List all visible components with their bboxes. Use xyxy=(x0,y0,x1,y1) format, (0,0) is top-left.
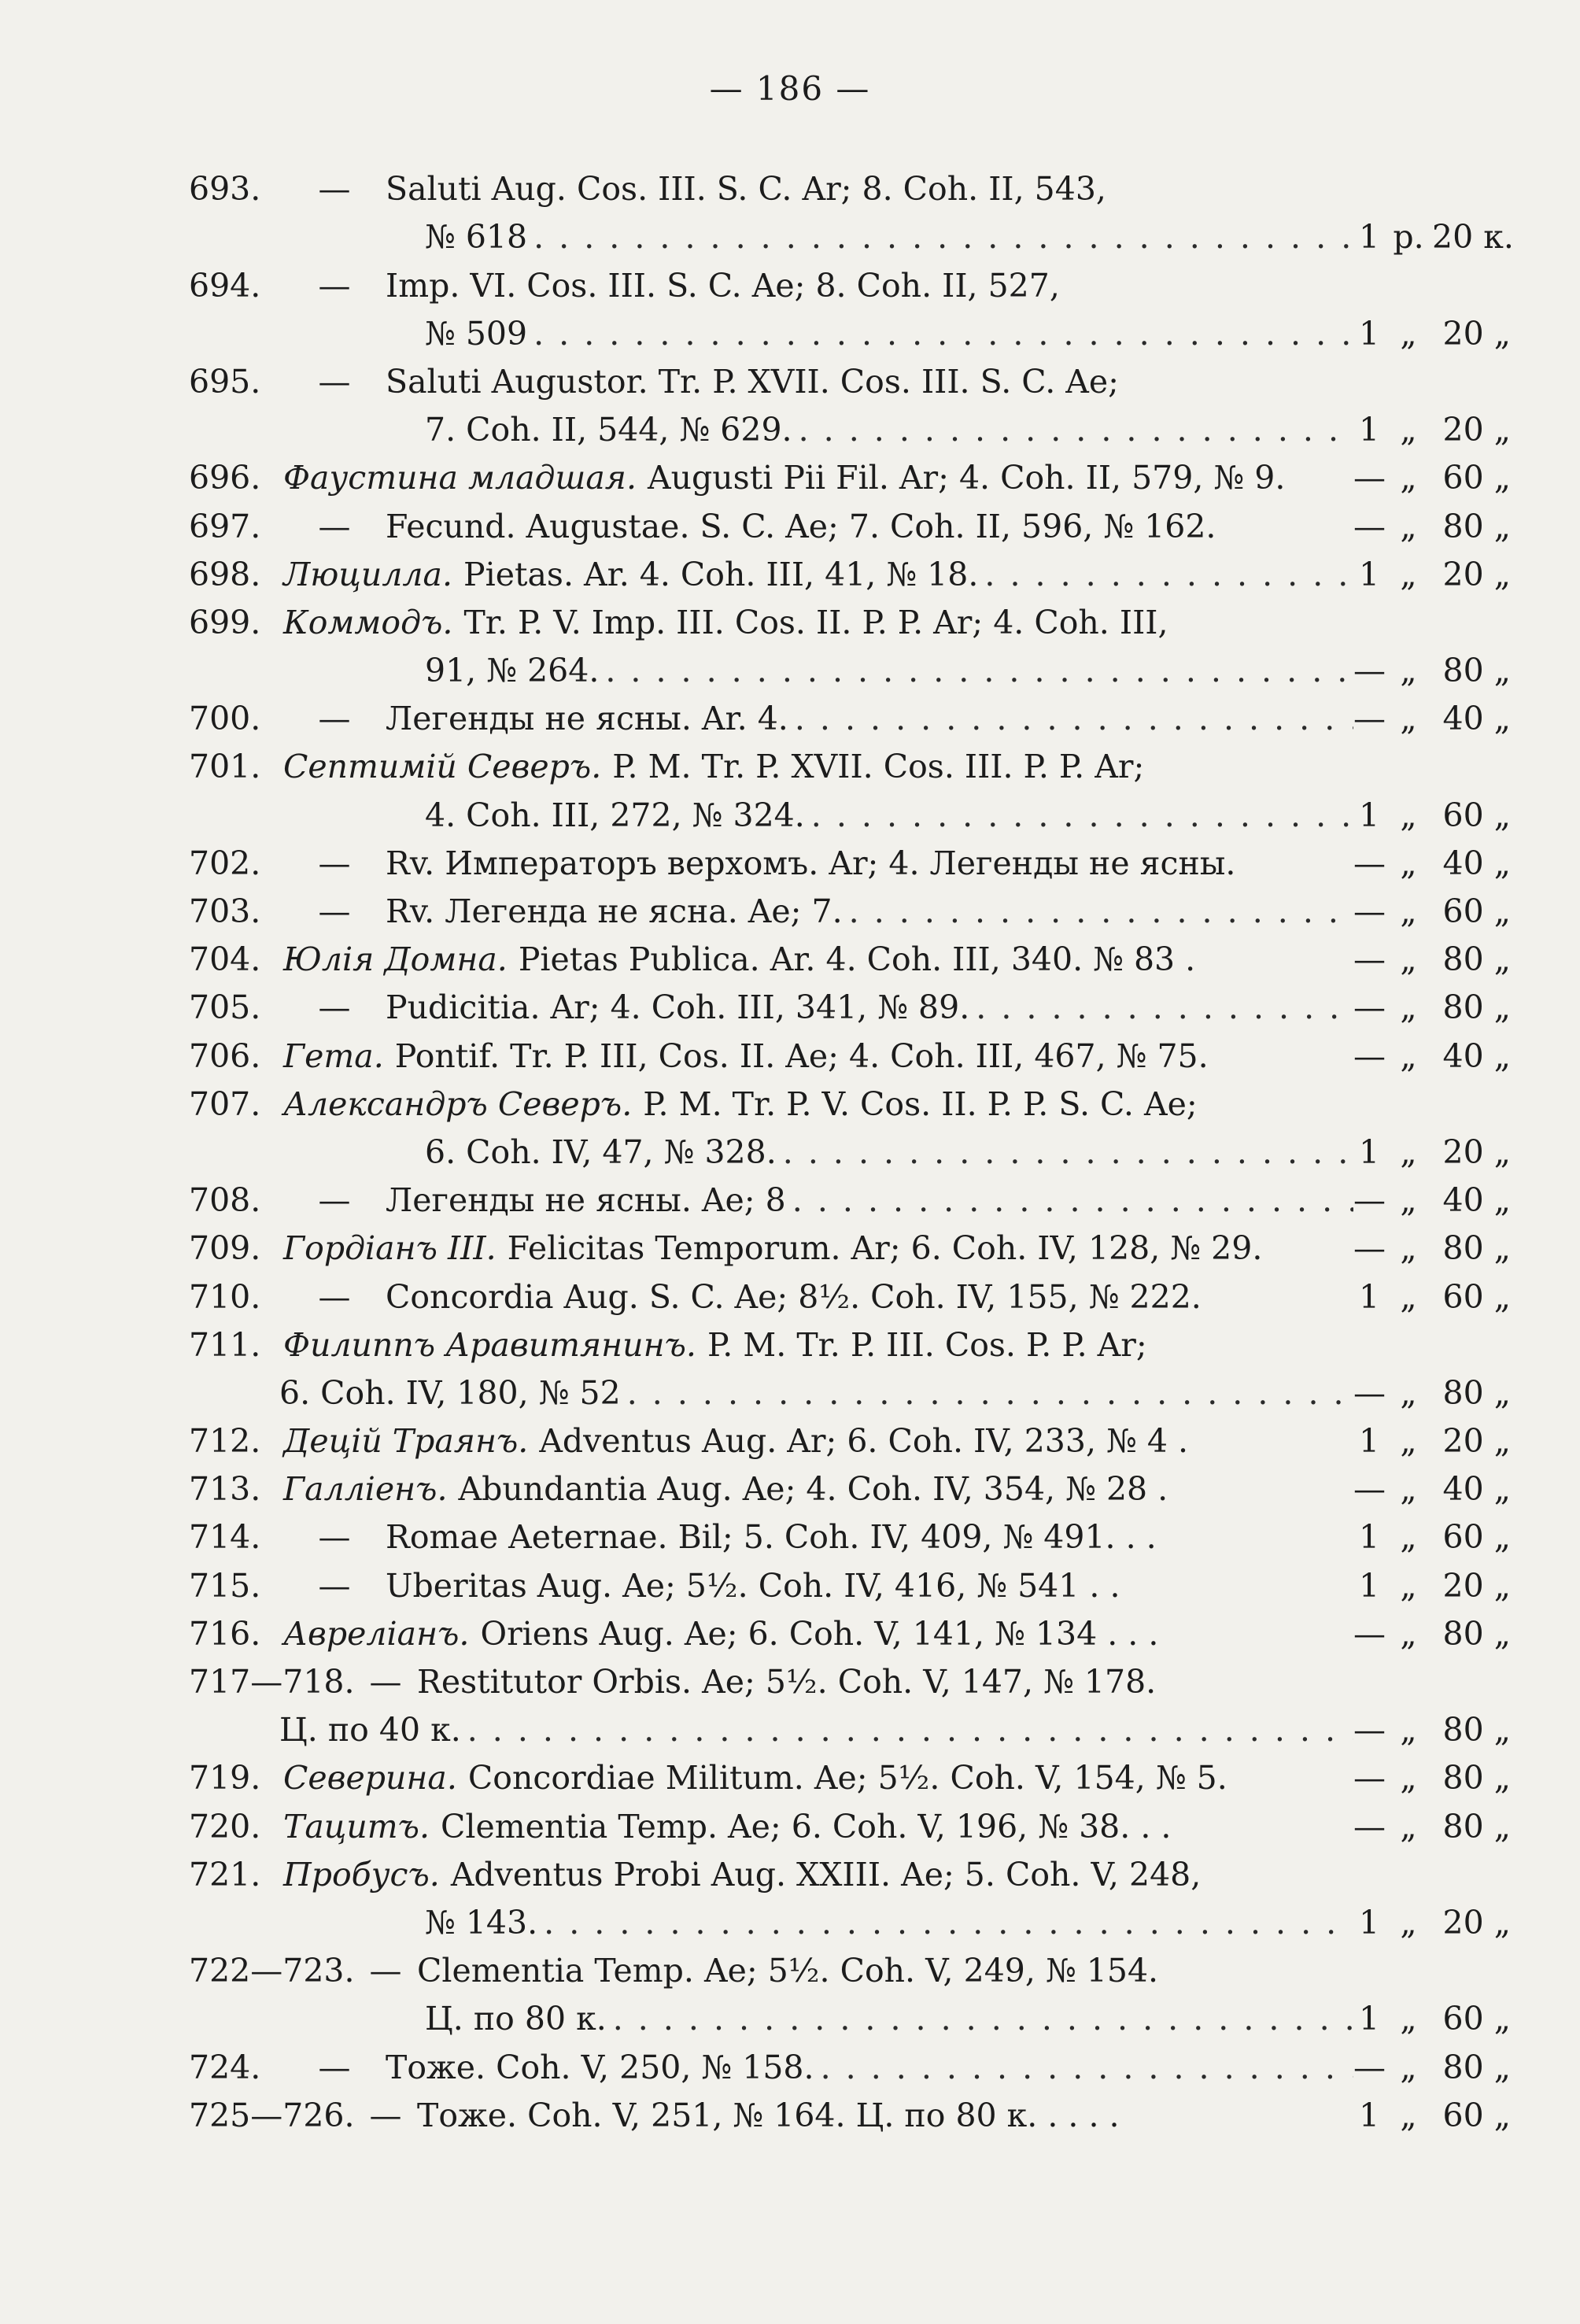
price-unit: „ xyxy=(1400,2048,1417,2086)
price-kopecks: 20 „ xyxy=(1442,1903,1511,1942)
entry-number: 706. xyxy=(189,1036,261,1075)
price xyxy=(1353,1229,1511,1268)
price xyxy=(1353,1036,1511,1075)
price-roubles: 1 xyxy=(1358,1518,1380,1557)
price-kopecks: 60 „ xyxy=(1442,2000,1511,2038)
catalog-entry xyxy=(189,494,1511,545)
coin-catalog-list xyxy=(189,157,1514,2134)
price-kopecks: 20 „ xyxy=(1442,314,1511,353)
entry-description: 91, № 264. xyxy=(425,652,600,690)
entry-description: Concordia Aug. S. C. Ae; 8½. Coh. IV, 155, № 222. xyxy=(386,1277,1202,1316)
price xyxy=(1353,1470,1511,1509)
entry-description: Restitutor Orbis. Ae; 5½. Coh. V, 147, № 178. xyxy=(417,1663,1157,1701)
price-unit: „ xyxy=(1400,2000,1417,2038)
catalog-entry xyxy=(189,1554,1511,1605)
price-unit: „ xyxy=(1400,1036,1417,1075)
catalog-entry xyxy=(189,253,1511,305)
price-roubles: — xyxy=(1353,1759,1386,1797)
price-kopecks: 60 „ xyxy=(1442,459,1511,497)
entry-description: Concordiae Militum. Ae; 5½. Coh. V, 154, № 5. xyxy=(467,1759,1227,1797)
entry-description: Легенды не ясны. Ae; 8 xyxy=(386,1181,786,1220)
catalog-entry xyxy=(189,1217,1511,1268)
ditto-dash: — xyxy=(369,1663,402,1701)
entry-number: 697. xyxy=(189,507,261,545)
price xyxy=(1353,892,1511,930)
price-roubles: 1 xyxy=(1358,1132,1380,1171)
entry-description: Ц. по 40 к. xyxy=(279,1711,461,1749)
price xyxy=(1353,314,1511,353)
price-kopecks: 20 „ xyxy=(1442,555,1511,593)
price-kopecks: 60 „ xyxy=(1442,1518,1511,1557)
price-kopecks: 20 к. xyxy=(1432,218,1514,257)
entry-description: Ц. по 80 к. xyxy=(425,2000,607,2038)
ruler-name: Коммодъ. xyxy=(283,603,453,641)
ruler-name: Александръ Северъ. xyxy=(283,1084,633,1123)
ditto-dash: — xyxy=(318,266,351,305)
entry-description: P. M. Tr. P. V. Cos. II. P. P. S. C. Ae; xyxy=(643,1084,1198,1123)
entry-number: 693. xyxy=(189,170,261,209)
price-unit: „ xyxy=(1400,940,1417,979)
entry-description: Uberitas Aug. Ae; 5½. Coh. IV, 416, № 541 . . xyxy=(386,1566,1120,1605)
price-roubles: 1 xyxy=(1358,1566,1380,1605)
price-kopecks: 80 „ xyxy=(1442,988,1511,1027)
price xyxy=(1353,218,1514,257)
entry-number: 713. xyxy=(189,1470,261,1509)
price-roubles: 1 xyxy=(1358,2096,1380,2134)
price xyxy=(1353,796,1511,834)
price-kopecks: 60 „ xyxy=(1442,892,1511,930)
price-kopecks: 40 „ xyxy=(1442,1470,1511,1509)
price-kopecks: 80 „ xyxy=(1442,1614,1511,1653)
dot-leader xyxy=(786,1184,1353,1217)
dot-leader xyxy=(792,414,1353,446)
catalog-entry xyxy=(189,2084,1511,2132)
price-kopecks: 80 „ xyxy=(1442,2048,1511,2086)
dot-leader xyxy=(978,559,1353,591)
price-kopecks: 80 „ xyxy=(1442,1229,1511,1268)
price-roubles: — xyxy=(1353,1711,1386,1749)
price-roubles: — xyxy=(1353,652,1386,690)
price xyxy=(1353,2048,1511,2086)
ditto-dash: — xyxy=(318,507,351,545)
ditto-dash: — xyxy=(318,1518,351,1557)
entry-description: Rv. Легенда не ясна. Ae; 7. xyxy=(386,892,843,930)
price-roubles: — xyxy=(1353,700,1386,738)
price-roubles: 1 xyxy=(1358,314,1380,353)
price-unit: „ xyxy=(1400,988,1417,1027)
entry-number: 696. xyxy=(189,459,261,497)
catalog-entry xyxy=(189,157,1511,209)
dot-leader xyxy=(969,992,1353,1024)
price-roubles: — xyxy=(1353,844,1386,882)
ruler-name: Галліенъ. xyxy=(283,1470,448,1509)
price-unit: „ xyxy=(1400,844,1417,882)
price-kopecks: 60 „ xyxy=(1442,796,1511,834)
entry-number: 701. xyxy=(189,748,261,786)
entry-number: 720. xyxy=(189,1807,261,1846)
catalog-entry xyxy=(189,1073,1511,1121)
entry-number: 707. xyxy=(189,1084,261,1123)
price xyxy=(1353,652,1511,690)
price-unit: „ xyxy=(1400,411,1417,449)
entry-description: № 143. xyxy=(425,1903,538,1942)
price-roubles: 1 xyxy=(1358,411,1380,449)
entry-number: 722—723. xyxy=(189,1952,355,1990)
ruler-name: Пробусъ. xyxy=(283,1855,440,1894)
entry-number: 703. xyxy=(189,892,261,930)
catalog-entry xyxy=(189,1313,1511,1362)
price xyxy=(1353,507,1511,545)
price-unit: „ xyxy=(1400,1277,1417,1316)
catalog-entry xyxy=(189,591,1511,639)
price-unit: „ xyxy=(1400,1711,1417,1749)
entry-description: P. M. Tr. P. XVII. Cos. III. P. P. Ar; xyxy=(612,748,1145,786)
price-unit: „ xyxy=(1400,1566,1417,1605)
entry-description: Rv. Императоръ верхомъ. Ar; 4. Легенды не ясны. xyxy=(386,844,1236,882)
price-unit: „ xyxy=(1400,2096,1417,2134)
entry-description: P. M. Tr. P. III. Cos. P. P. Ar; xyxy=(707,1325,1147,1364)
catalog-entry xyxy=(189,1939,1511,1990)
price xyxy=(1353,555,1511,593)
entry-description: Tr. P. V. Imp. III. Cos. II. P. P. Ar; 4. Coh. III, xyxy=(463,603,1168,641)
entry-description: Felicitas Temporum. Ar; 6. Coh. IV, 128, № 29. xyxy=(507,1229,1263,1268)
entry-number: 700. xyxy=(189,700,261,738)
price-kopecks: 20 „ xyxy=(1442,411,1511,449)
price-kopecks: 40 „ xyxy=(1442,1036,1511,1075)
price-unit: „ xyxy=(1400,1373,1417,1412)
entry-number: 699. xyxy=(189,603,261,641)
price-roubles: — xyxy=(1353,459,1386,497)
catalog-entry xyxy=(189,1746,1511,1797)
price-unit: „ xyxy=(1400,652,1417,690)
entry-number: 705. xyxy=(189,988,261,1027)
catalog-entry xyxy=(189,687,1511,738)
price xyxy=(1353,1711,1511,1749)
price-kopecks: 40 „ xyxy=(1442,1181,1511,1220)
price-roubles: — xyxy=(1353,1181,1386,1220)
catalog-entry xyxy=(189,1843,1511,1894)
price xyxy=(1353,1373,1511,1412)
catalog-entry-continuation xyxy=(189,1987,1511,2038)
ruler-name: Гета. xyxy=(283,1036,384,1075)
ditto-dash: — xyxy=(318,988,351,1027)
catalog-entry-continuation xyxy=(189,1121,1511,1169)
price xyxy=(1353,2000,1511,2038)
entry-description: Imp. VI. Cos. III. S. C. Ae; 8. Coh. II, 527, xyxy=(386,266,1060,305)
price-kopecks: 80 „ xyxy=(1442,1711,1511,1749)
entry-description: Тоже. Coh. V, 251, № 164. Ц. по 80 к. . . . . xyxy=(417,2096,1120,2134)
entry-description: Pontif. Tr. P. III, Cos. II. Ae; 4. Coh. III, 467, № 75. xyxy=(394,1036,1209,1075)
price xyxy=(1353,988,1511,1027)
dot-leader xyxy=(777,1136,1353,1169)
price-roubles: — xyxy=(1353,1807,1386,1846)
entry-description: Pudicitia. Ar; 4. Coh. III, 341, № 89. xyxy=(386,988,970,1027)
price xyxy=(1353,1566,1511,1605)
price-unit: „ xyxy=(1400,1470,1417,1509)
entry-number: 702. xyxy=(189,844,261,882)
ruler-name: Гордіанъ III. xyxy=(283,1229,497,1268)
dot-leader xyxy=(805,800,1353,832)
catalog-entry xyxy=(189,976,1511,1027)
ruler-name: Авреліанъ. xyxy=(283,1614,470,1653)
dot-leader xyxy=(788,703,1353,735)
price-unit: р. xyxy=(1393,218,1424,257)
catalog-entry-continuation xyxy=(189,783,1511,834)
entry-number: 721. xyxy=(189,1855,261,1894)
price-roubles: — xyxy=(1353,940,1386,979)
entry-description: № 509 xyxy=(425,314,528,353)
price-roubles: — xyxy=(1353,1229,1386,1268)
price-roubles: — xyxy=(1353,1614,1386,1653)
entry-number: 710. xyxy=(189,1277,261,1316)
entry-description: Romae Aeternae. Bil; 5. Coh. IV, 409, № 491. . . xyxy=(386,1518,1157,1557)
price-unit: „ xyxy=(1400,700,1417,738)
price-kopecks: 60 „ xyxy=(1442,1277,1511,1316)
price-roubles: — xyxy=(1353,1036,1386,1075)
price-unit: „ xyxy=(1400,1422,1417,1461)
catalog-entry-continuation xyxy=(189,398,1511,449)
entry-description: Pietas Publica. Ar. 4. Coh. III, 340. № 83 . xyxy=(518,940,1196,979)
dot-leader xyxy=(843,896,1353,928)
entry-description: Clementia Temp. Ae; 5½. Coh. V, 249, № 154. xyxy=(417,1952,1159,1990)
entry-number: 695. xyxy=(189,362,261,401)
catalog-entry xyxy=(189,832,1511,880)
entry-description: Clementia Temp. Ae; 6. Coh. V, 196, № 38. . . xyxy=(441,1807,1172,1846)
entry-description: Тоже. Coh. V, 250, № 158. xyxy=(386,2048,814,2086)
price-roubles: — xyxy=(1353,1470,1386,1509)
ruler-name: Юлія Домна. xyxy=(283,940,508,979)
entry-description: Oriens Aug. Ae; 6. Coh. V, 141, № 134 . . . xyxy=(480,1614,1159,1653)
price-unit: „ xyxy=(1400,459,1417,497)
price xyxy=(1353,2096,1511,2134)
catalog-entry xyxy=(189,543,1511,591)
price-roubles: — xyxy=(1353,892,1386,930)
price-roubles: — xyxy=(1353,2048,1386,2086)
entry-description: Pietas. Ar. 4. Coh. III, 41, № 18. xyxy=(463,555,979,593)
entry-description: 6. Coh. IV, 47, № 328. xyxy=(425,1132,777,1171)
entry-description: Saluti Augustor. Tr. P. XVII. Cos. III. S. C. Ae; xyxy=(386,362,1119,401)
price-roubles: 1 xyxy=(1358,796,1380,834)
ditto-dash: — xyxy=(369,1952,402,1990)
ditto-dash: — xyxy=(318,1566,351,1605)
entry-number: 694. xyxy=(189,266,261,305)
catalog-entry-continuation xyxy=(189,205,1514,257)
price-roubles: 1 xyxy=(1358,2000,1380,2038)
price-unit: „ xyxy=(1400,507,1417,545)
ditto-dash: — xyxy=(318,1277,351,1316)
entry-number: 725—726. xyxy=(189,2096,355,2134)
dot-leader xyxy=(527,318,1353,350)
catalog-entry xyxy=(189,928,1511,979)
price xyxy=(1353,1759,1511,1797)
dot-leader xyxy=(599,655,1353,687)
entry-number: 714. xyxy=(189,1518,261,1557)
entry-description: Saluti Aug. Cos. III. S. C. Ar; 8. Coh. II, 543, xyxy=(386,170,1106,209)
dot-leader xyxy=(607,2003,1353,2035)
ruler-name: Филиппъ Аравитянинъ. xyxy=(283,1325,696,1364)
price-roubles: 1 xyxy=(1358,1903,1380,1942)
price-kopecks: 60 „ xyxy=(1442,2096,1511,2134)
ruler-name: Тацитъ. xyxy=(283,1807,430,1846)
entry-description: Adventus Probi Aug. XXIII. Ae; 5. Coh. V, 248, xyxy=(450,1855,1202,1894)
price-unit: „ xyxy=(1400,1518,1417,1557)
entry-description: Abundantia Aug. Ae; 4. Coh. IV, 354, № 28 . xyxy=(458,1470,1168,1509)
ditto-dash: — xyxy=(318,892,351,930)
catalog-entry xyxy=(189,1169,1511,1220)
price-kopecks: 40 „ xyxy=(1442,844,1511,882)
price xyxy=(1353,1518,1511,1557)
entry-description: № 618 xyxy=(425,218,528,257)
entry-number: 708. xyxy=(189,1181,261,1220)
catalog-entry xyxy=(189,1506,1511,1557)
price-kopecks: 20 „ xyxy=(1442,1566,1511,1605)
price xyxy=(1353,940,1511,979)
entry-number: 719. xyxy=(189,1759,261,1797)
dot-leader xyxy=(621,1377,1353,1410)
catalog-entry-continuation xyxy=(189,639,1511,690)
entry-description: 7. Coh. II, 544, № 629. xyxy=(425,411,792,449)
catalog-entry xyxy=(189,1794,1511,1846)
dot-leader xyxy=(537,1907,1353,1939)
entry-description: Augusti Pii Fil. Ar; 4. Coh. II, 579, № 9. xyxy=(647,459,1286,497)
price-roubles: 1 xyxy=(1358,218,1380,257)
price-unit: „ xyxy=(1400,1807,1417,1846)
page-number: — 186 — xyxy=(709,69,871,108)
ditto-dash: — xyxy=(369,2096,402,2134)
price-unit: „ xyxy=(1400,314,1417,353)
entry-number: 698. xyxy=(189,555,261,593)
price xyxy=(1353,700,1511,738)
price xyxy=(1353,1422,1511,1461)
price-roubles: — xyxy=(1353,507,1386,545)
entry-description: Adventus Aug. Ar; 6. Coh. IV, 233, № 4 . xyxy=(539,1422,1189,1461)
catalog-entry xyxy=(189,2035,1511,2086)
price-kopecks: 80 „ xyxy=(1442,652,1511,690)
catalog-entry xyxy=(189,1650,1511,1701)
price xyxy=(1353,844,1511,882)
price-roubles: — xyxy=(1353,988,1386,1027)
catalog-entry-continuation xyxy=(189,1698,1511,1749)
entry-number: 709. xyxy=(189,1229,261,1268)
catalog-entry xyxy=(189,1024,1511,1075)
catalog-entry xyxy=(189,1458,1511,1509)
catalog-entry xyxy=(189,735,1511,786)
price-roubles: 1 xyxy=(1358,1277,1380,1316)
price-kopecks: 80 „ xyxy=(1442,1759,1511,1797)
entry-description: Легенды не ясны. Ar. 4. xyxy=(386,700,788,738)
ruler-name: Септимій Северъ. xyxy=(283,748,602,786)
price-kopecks: 80 „ xyxy=(1442,940,1511,979)
price-kopecks: 20 „ xyxy=(1442,1422,1511,1461)
entry-number: 704. xyxy=(189,940,261,979)
price xyxy=(1353,1181,1511,1220)
entry-number: 715. xyxy=(189,1566,261,1605)
price-kopecks: 80 „ xyxy=(1442,1807,1511,1846)
price xyxy=(1353,1807,1511,1846)
price-unit: „ xyxy=(1400,1614,1417,1653)
price xyxy=(1353,459,1511,497)
price-unit: „ xyxy=(1400,555,1417,593)
entry-description: 6. Coh. IV, 180, № 52 xyxy=(279,1373,621,1412)
price-unit: „ xyxy=(1400,1759,1417,1797)
entry-number: 716. xyxy=(189,1614,261,1653)
catalog-entry xyxy=(189,350,1511,401)
ditto-dash: — xyxy=(318,362,351,401)
price xyxy=(1353,1614,1511,1653)
catalog-entry-continuation xyxy=(189,302,1511,353)
entry-description: 4. Coh. III, 272, № 324. xyxy=(425,796,805,834)
price-unit: „ xyxy=(1400,1181,1417,1220)
dot-leader xyxy=(461,1714,1353,1746)
ruler-name: Люцилла. xyxy=(283,555,453,593)
price-unit: „ xyxy=(1400,1229,1417,1268)
price-roubles: — xyxy=(1353,1373,1386,1412)
dot-leader xyxy=(814,2052,1353,2084)
price-unit: „ xyxy=(1400,1903,1417,1942)
entry-number: 711. xyxy=(189,1325,261,1364)
ruler-name: Децій Траянъ. xyxy=(283,1422,529,1461)
price xyxy=(1353,411,1511,449)
ruler-name: Фаустина младшая. xyxy=(283,459,637,497)
price-roubles: 1 xyxy=(1358,1422,1380,1461)
ditto-dash: — xyxy=(318,1181,351,1220)
price-unit: „ xyxy=(1400,1132,1417,1171)
entry-number: 717—718. xyxy=(189,1663,355,1701)
price-kopecks: 80 „ xyxy=(1442,507,1511,545)
catalog-entry-continuation xyxy=(189,1362,1511,1410)
catalog-entry xyxy=(189,1602,1511,1653)
ditto-dash: — xyxy=(318,844,351,882)
ruler-name: Северина. xyxy=(283,1759,457,1797)
ditto-dash: — xyxy=(318,170,351,209)
catalog-entry xyxy=(189,446,1511,497)
price-roubles: 1 xyxy=(1358,555,1380,593)
price xyxy=(1353,1903,1511,1942)
dot-leader xyxy=(527,221,1353,253)
price-unit: „ xyxy=(1400,892,1417,930)
entry-number: 712. xyxy=(189,1422,261,1461)
price xyxy=(1353,1132,1511,1171)
ditto-dash: — xyxy=(318,700,351,738)
catalog-entry-continuation xyxy=(189,1891,1511,1942)
catalog-entry xyxy=(189,880,1511,928)
price-kopecks: 20 „ xyxy=(1442,1132,1511,1171)
price-kopecks: 40 „ xyxy=(1442,700,1511,738)
price xyxy=(1353,1277,1511,1316)
entry-number: 724. xyxy=(189,2048,261,2086)
entry-description: Fecund. Augustae. S. C. Ae; 7. Coh. II, 596, № 162. xyxy=(386,507,1216,545)
ditto-dash: — xyxy=(318,2048,351,2086)
catalog-entry xyxy=(189,1410,1511,1461)
catalog-entry xyxy=(189,1265,1511,1316)
price-unit: „ xyxy=(1400,796,1417,834)
price-kopecks: 80 „ xyxy=(1442,1373,1511,1412)
